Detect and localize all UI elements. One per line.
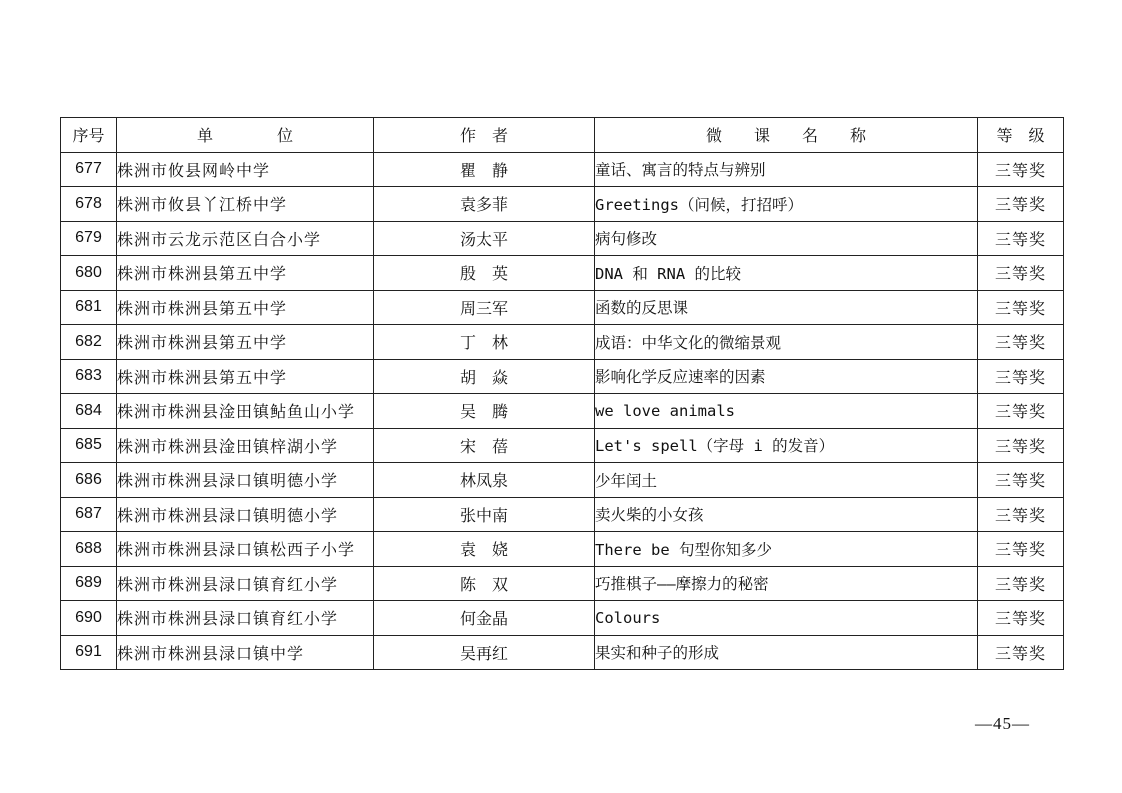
cell-num: 691 xyxy=(61,635,117,670)
cell-author: 吴 腾 xyxy=(374,394,595,429)
table-row xyxy=(61,566,1064,601)
table-row xyxy=(61,221,1064,256)
cell-num: 677 xyxy=(61,152,117,187)
cell-grade: 三等奖 xyxy=(978,635,1064,670)
cell-num: 679 xyxy=(61,221,117,256)
table-row xyxy=(61,497,1064,532)
cell-num: 682 xyxy=(61,325,117,360)
table-header-row xyxy=(61,118,1064,153)
awards-table xyxy=(60,117,1064,670)
cell-author: 胡 焱 xyxy=(374,359,595,394)
table-row xyxy=(61,394,1064,429)
cell-title: 少年闰土 xyxy=(595,463,978,498)
cell-unit: 株洲市株洲县第五中学 xyxy=(117,290,374,325)
cell-author: 宋 蓓 xyxy=(374,428,595,463)
cell-num: 686 xyxy=(61,463,117,498)
page-number: —45— xyxy=(975,714,1030,733)
table-row xyxy=(61,428,1064,463)
cell-title: 成语：中华文化的微缩景观 xyxy=(595,325,978,360)
cell-title: 果实和种子的形成 xyxy=(595,635,978,670)
cell-unit: 株洲市株洲县渌口镇明德小学 xyxy=(117,463,374,498)
header-title: 微 课 名 称 xyxy=(595,118,978,153)
cell-title: 病句修改 xyxy=(595,221,978,256)
cell-num: 685 xyxy=(61,428,117,463)
table-row xyxy=(61,290,1064,325)
cell-num: 687 xyxy=(61,497,117,532)
table-row xyxy=(61,256,1064,291)
cell-num: 690 xyxy=(61,601,117,636)
cell-unit: 株洲市株洲县渌口镇中学 xyxy=(117,635,374,670)
cell-author: 瞿 静 xyxy=(374,152,595,187)
cell-unit: 株洲市株洲县渌口镇育红小学 xyxy=(117,601,374,636)
cell-author: 张中南 xyxy=(374,497,595,532)
cell-title: Colours xyxy=(595,601,978,636)
cell-num: 684 xyxy=(61,394,117,429)
cell-author: 林凤泉 xyxy=(374,463,595,498)
cell-grade: 三等奖 xyxy=(978,325,1064,360)
cell-num: 681 xyxy=(61,290,117,325)
cell-grade: 三等奖 xyxy=(978,601,1064,636)
cell-unit: 株洲市攸县丫江桥中学 xyxy=(117,187,374,222)
cell-title: Greetings（问候，打招呼） xyxy=(595,187,978,222)
cell-title: 童话、寓言的特点与辨别 xyxy=(595,152,978,187)
header-num: 序号 xyxy=(61,118,117,153)
cell-grade: 三等奖 xyxy=(978,359,1064,394)
table-row xyxy=(61,152,1064,187)
cell-num: 689 xyxy=(61,566,117,601)
cell-title: Let's spell（字母 i 的发音） xyxy=(595,428,978,463)
cell-title: 巧推棋子——摩擦力的秘密 xyxy=(595,566,978,601)
cell-title: 函数的反思课 xyxy=(595,290,978,325)
cell-unit: 株洲市株洲县第五中学 xyxy=(117,325,374,360)
table-row xyxy=(61,325,1064,360)
cell-grade: 三等奖 xyxy=(978,394,1064,429)
cell-unit: 株洲市株洲县渌口镇育红小学 xyxy=(117,566,374,601)
cell-grade: 三等奖 xyxy=(978,187,1064,222)
cell-unit: 株洲市株洲县渌口镇明德小学 xyxy=(117,497,374,532)
cell-grade: 三等奖 xyxy=(978,463,1064,498)
cell-unit: 株洲市株洲县第五中学 xyxy=(117,359,374,394)
cell-grade: 三等奖 xyxy=(978,152,1064,187)
cell-unit: 株洲市株洲县第五中学 xyxy=(117,256,374,291)
cell-author: 何金晶 xyxy=(374,601,595,636)
table-row xyxy=(61,532,1064,567)
cell-unit: 株洲市攸县网岭中学 xyxy=(117,152,374,187)
cell-grade: 三等奖 xyxy=(978,497,1064,532)
cell-author: 周三军 xyxy=(374,290,595,325)
cell-unit: 株洲市株洲县淦田镇梓湖小学 xyxy=(117,428,374,463)
table-row xyxy=(61,187,1064,222)
cell-author: 吴再红 xyxy=(374,635,595,670)
cell-author: 袁多菲 xyxy=(374,187,595,222)
cell-unit: 株洲市株洲县淦田镇鲇鱼山小学 xyxy=(117,394,374,429)
cell-author: 殷 英 xyxy=(374,256,595,291)
table-row xyxy=(61,359,1064,394)
cell-author: 丁 林 xyxy=(374,325,595,360)
cell-author: 陈 双 xyxy=(374,566,595,601)
table-row xyxy=(61,463,1064,498)
header-author: 作 者 xyxy=(374,118,595,153)
header-unit: 单 位 xyxy=(117,118,374,153)
cell-grade: 三等奖 xyxy=(978,566,1064,601)
cell-title: we love animals xyxy=(595,394,978,429)
cell-grade: 三等奖 xyxy=(978,428,1064,463)
cell-grade: 三等奖 xyxy=(978,290,1064,325)
cell-grade: 三等奖 xyxy=(978,256,1064,291)
cell-num: 683 xyxy=(61,359,117,394)
cell-unit: 株洲市株洲县渌口镇松西子小学 xyxy=(117,532,374,567)
cell-title: There be 句型你知多少 xyxy=(595,532,978,567)
cell-num: 680 xyxy=(61,256,117,291)
cell-num: 688 xyxy=(61,532,117,567)
cell-num: 678 xyxy=(61,187,117,222)
header-grade: 等 级 xyxy=(978,118,1064,153)
cell-author: 汤太平 xyxy=(374,221,595,256)
cell-grade: 三等奖 xyxy=(978,221,1064,256)
cell-grade: 三等奖 xyxy=(978,532,1064,567)
cell-title: DNA 和 RNA 的比较 xyxy=(595,256,978,291)
cell-unit: 株洲市云龙示范区白合小学 xyxy=(117,221,374,256)
table-row xyxy=(61,601,1064,636)
cell-title: 卖火柴的小女孩 xyxy=(595,497,978,532)
cell-author: 袁 娆 xyxy=(374,532,595,567)
cell-title: 影响化学反应速率的因素 xyxy=(595,359,978,394)
table-row xyxy=(61,635,1064,670)
